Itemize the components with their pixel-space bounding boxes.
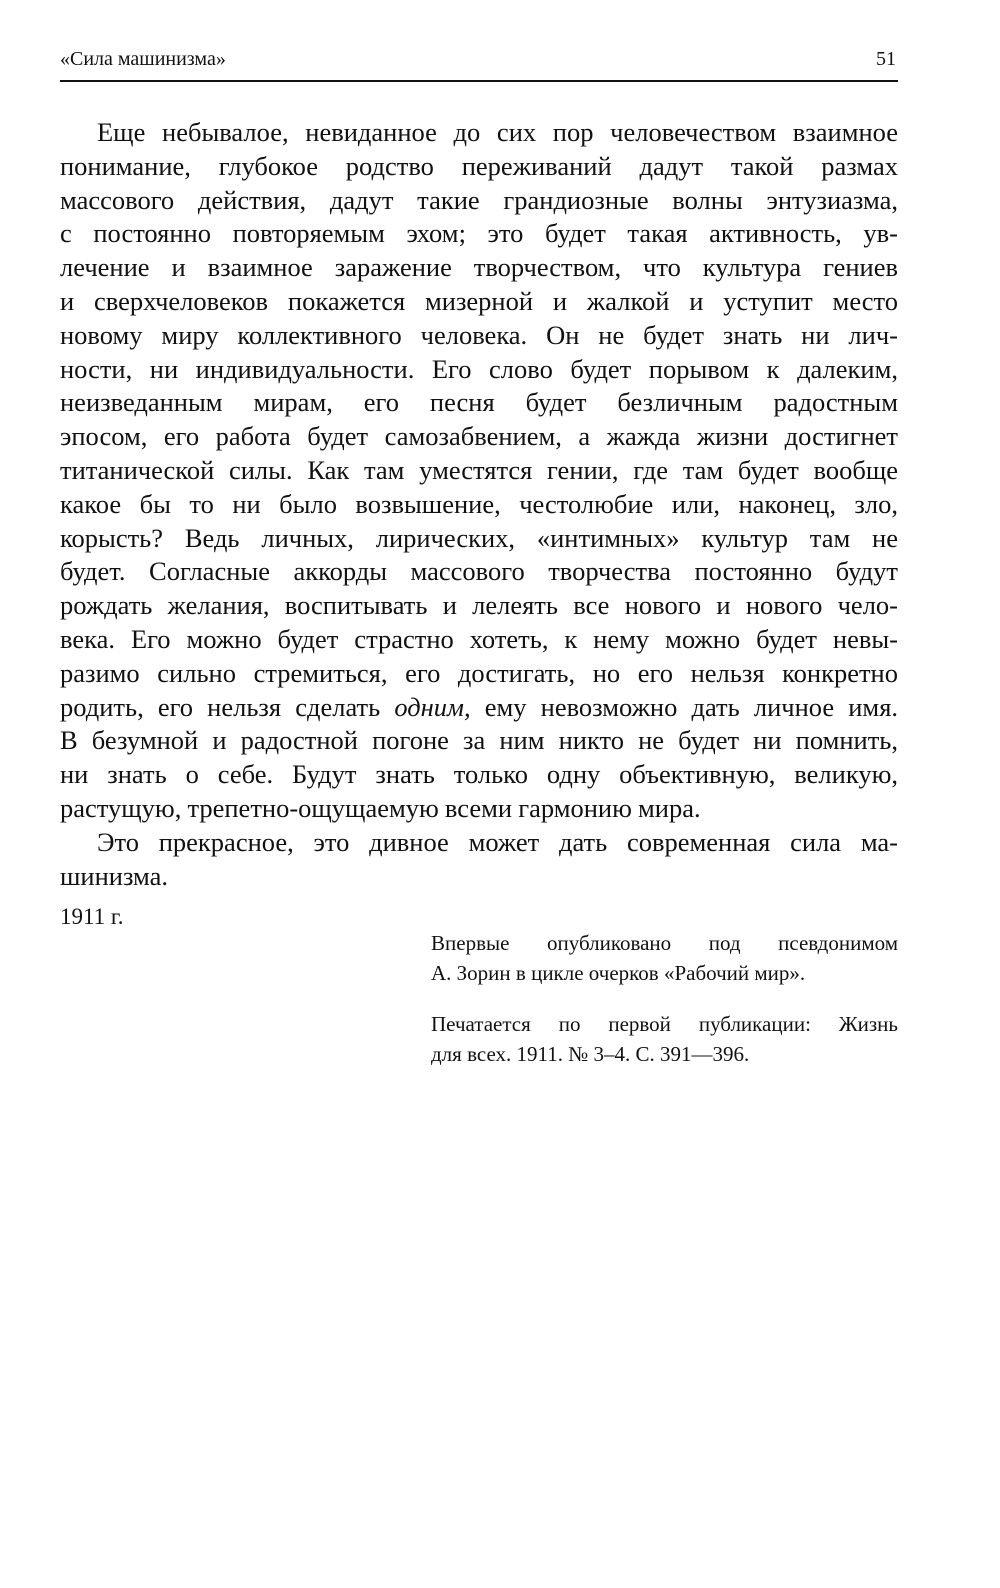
note-line: А. Зорин в цикле очерков «Рабочий мир». (431, 961, 806, 985)
text-line: Это прекрасное, это дивное может дать современная сила ма- (97, 826, 898, 857)
text-line: какое бы то ни было возвышение, честолюбие или, наконец, зло, (60, 488, 898, 519)
text-line: лечение и взаимное заражение творчеством, что культура гениев (60, 252, 898, 283)
text-line: неизведанным мирам, его песня будет безличным радостным (60, 387, 898, 418)
text-line: ности, ни индивидуальности. Его слово будет порывом к далеким, (60, 353, 898, 384)
text-line: массового действия, дадут такие грандиозные волны энтузиазма, (60, 184, 898, 215)
text-line: с постоянно повторяемым эхом; это будет такая активность, ув- (60, 218, 898, 249)
text-line: В безумной и радостной погоне за ним никто не будет ни помнить, (60, 725, 898, 756)
running-title: «Сила машинизма» (60, 48, 226, 70)
text-line-with-emphasis (60, 691, 898, 725)
page-number: 51 (876, 48, 896, 70)
text-line: титанической силы. Как там уместятся гении, где там будет вообще (60, 454, 898, 485)
text-run: ему невозможно дать личное имя. (484, 691, 899, 722)
text-line: корысть? Ведь личных, лирических, «интимных» культур там не (60, 522, 898, 553)
text-line: и сверхчеловеков покажется мизерной и жалкой и уступит место (60, 285, 898, 316)
note-line: для всех. 1911. № 3–4. С. 391—396. (431, 1042, 750, 1066)
text-line: новому миру коллективного человека. Он не будет знать ни лич- (60, 319, 898, 350)
publication-note (431, 928, 898, 988)
text-line: века. Его можно будет страстно хотеть, к нему можно будет невы- (60, 623, 898, 654)
date-line: 1911 г. (60, 904, 124, 929)
main-text (60, 116, 898, 893)
text-line: понимание, глубокое родство переживаний дадут такой размах (60, 150, 898, 181)
text-line: ни знать о себе. Будут знать только одну объективную, великую, (60, 759, 898, 790)
text-line: шинизма. (60, 860, 169, 891)
paragraph-2 (60, 826, 898, 894)
text-run: родить, его нельзя сделать (60, 691, 381, 722)
note-line: Впервые опубликовано под псевдонимом (431, 931, 898, 955)
note-line: Печатается по первой публикации: Жизнь (431, 1012, 898, 1036)
source-note (431, 1009, 898, 1069)
emphasized-word: одним, (394, 691, 471, 722)
text-line: разимо сильно стремиться, его достигать, но его нельзя конкретно (60, 657, 898, 688)
text-line: эпосом, его работа будет самозабвением, а жажда жизни достигнет (60, 421, 898, 452)
running-head (60, 44, 896, 74)
text-line: рождать желания, воспитывать и лелеять все нового и нового чело- (60, 590, 898, 621)
text-line: будет. Согласные аккорды массового творчества постоянно будут (60, 556, 898, 587)
text-line: Еще небывалое, невиданное до сих пор человечеством взаимное (97, 117, 898, 147)
text-line: растущую, трепетно-ощущаемую всеми гармонию мира. (60, 792, 701, 823)
header-rule (60, 80, 898, 82)
paragraph-1 (60, 116, 898, 826)
